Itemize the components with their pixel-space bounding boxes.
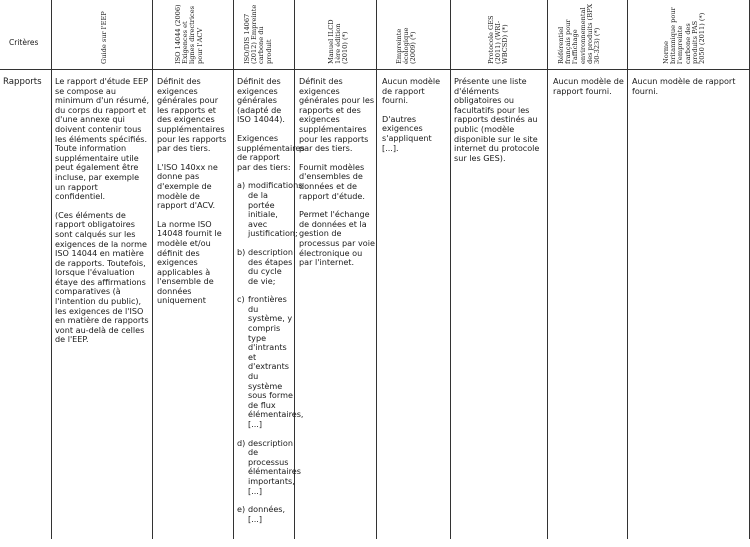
cell-paragraph: D'autres exigences s'appliquent [...]. (382, 113, 432, 153)
cell-paragraph: Le rapport d'étude EEP se compose au minimum d'un résumé, du corps du rapport et d'une annexe qui doivent contenir tous les éléments spécifiés. Toute information supplémentaire utile peut également être incluse, par exemple un rapport confidentiel. (55, 76, 150, 202)
cell-paragraph: Exigences supplémentaires de rapport par des tiers: (237, 132, 305, 172)
cell-paragraph: (Ces éléments de rapport obligatoires sont calqués sur les exigences de la norme ISO 14044 en matière de rapports. Toutefois, lorsque l'évaluation étaye des affirmations comparatives (à l'intention du public), les exigences de l'ISO en matière de rapports vont au-delà de celles de l'EEP. (55, 209, 149, 345)
cell-paragraph: Définit des exigences générales (adapté de ISO 14044). (237, 76, 285, 125)
list-item: b) description des étapes du cycle de vie; (237, 246, 294, 286)
cell-iso-14044 (157, 77, 232, 315)
column-divider (294, 0, 295, 539)
list-item: c) frontières du système, y compris type d'intrants et d'extrants du système sous forme de flux élémentaires, [...] (237, 294, 304, 429)
column-divider (376, 0, 377, 539)
list-item: d) description de processus élémentaires importants, [...] (237, 437, 301, 496)
list-item: a) modifications de la portée initiale, avec justification; (237, 180, 303, 239)
cell-paragraph: Aucun modèle de rapport fourni. (553, 76, 624, 96)
cell-ilcd-manual (299, 77, 375, 277)
column-divider (450, 0, 451, 539)
cell-paragraph: Définit des exigences générales pour les rapports et des exigences supplémentaires pour les rapports par des tiers. (299, 76, 375, 154)
comparison-table: Critères Guide sur l'EEP ISO 14044 (2006) Exigences et lignes directrices pour l'ACV ISO/DIS 14067 (2012) Empreinte carbone du produit Manuel ILCD 1ère édition (2010) (*) Empreinte écologique (2009) (*) Protocole GES (2011) (WRI-WBCSD) (*) Référentiel français pour l'affichage environnemental des produits (BPX 30-323) (*) Norme britannique pour l'empreinte carbone des produits PAS 2050 (2011) (*) Rapports Le rapport d'étude EEP se compose au minimum d'un résumé, du corps du rapport et d'une annexe qui doivent contenir tous les éléments spécifiés. Toute information supplémentaire utile peut également être incluse, par exemple un rapport confidentiel. (Ces éléments de rapport obligatoires sont calqués sur les exigences de la norme ISO 14044 en matière de rapports. Toutefois, lorsque l'évaluation étaye des affirmations comparatives (à l'intention du public), les exigences de l'ISO en matière de rapports vont au-delà de celles de l'EEP. Définit des exigences générales pour les rapports et des exigences supplémentaires pour les rapports par des tiers. L'ISO 140xx ne donne pas d'exemple de modèle de rapport d'ACV. La norme ISO 14048 fournit le modèle et/ou définit des exigences applicables à l'ensemble de données uniquement Définit des exigences générales (adapté de ISO 14044). Exigences supplémentaires de rapport par des tiers: a) modifications de la portée initiale, avec justification; b) description des étapes du cycle de vie; c) frontières du système, y compris type d'intrants et d'extrants du système sous forme de flux élémentaires, [...] d) description de processus élémentaires importants, [...] e) données, [...] Définit des exigences générales pour les rapports et des exigences supplémentaires pour les rapports par des tiers. Fournit modèles d'ensembles de données et de rapport d'étude. Permet l'échange de données et la gestion de processus par voie électronique ou par l'internet. Aucun modèle de rapport fourni. D'autres exigences s'appliquent [...]. Présente une liste d'éléments obligatoires ou facultatifs pour les rapports destinés au public (modèle disponible sur le site internet du protocole sur les GES). Aucun modèle de rapport fourni. Aucun modèle de rapport fourni. (0, 0, 750, 547)
cell-ghg-protocol (454, 77, 546, 172)
cell-paragraph: Aucun modèle de rapport fourni. (382, 76, 441, 106)
criteria-header: Critères (9, 38, 39, 47)
cell-paragraph: Permet l'échange de données et la gestion de processus par voie électronique ou par l'internet. (299, 209, 375, 268)
column-divider (152, 0, 153, 539)
cell-ecological-footprint (382, 77, 448, 162)
header-divider (0, 69, 750, 70)
list-item: e) données, [...] (237, 504, 286, 524)
cell-french-reference (553, 77, 625, 105)
cell-paragraph: Aucun modèle de rapport fourni. (632, 76, 736, 96)
requirements-list (237, 180, 304, 524)
cell-paragraph: Présente une liste d'éléments obligatoires ou facultatifs pour les rapports destinés au public (modèle disponible sur le site internet du protocole sur les GES). (454, 76, 540, 163)
cell-paragraph: Fournit modèles d'ensembles de données et de rapport d'étude. (299, 161, 365, 201)
cell-paragraph: Définit des exigences générales pour les rapports et des exigences supplémentaires pour les rapports par des tiers. (157, 76, 227, 154)
cell-pas-2050 (632, 77, 744, 105)
cell-paragraph: La norme ISO 14048 fournit le modèle et/ou définit des exigences applicables à l'ensemble de données uniquement (157, 218, 222, 306)
column-divider (547, 0, 548, 539)
cell-eep-guide (55, 77, 150, 354)
column-divider (627, 0, 628, 539)
cell-iso-14067 (237, 76, 305, 533)
column-divider (51, 0, 52, 539)
row-label: Rapports (3, 77, 42, 87)
cell-paragraph: L'ISO 140xx ne donne pas d'exemple de modèle de rapport d'ACV. (157, 161, 218, 211)
column-divider (233, 0, 234, 539)
